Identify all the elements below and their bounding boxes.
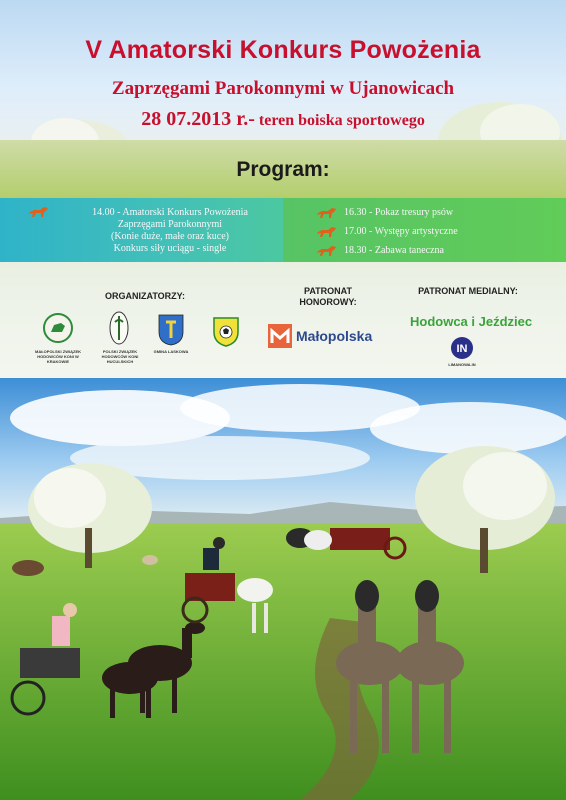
title-line1: V Amatorski Konkurs Powożenia (85, 36, 481, 64)
program-left-item: Konkurs siły uciągu - single (113, 243, 227, 254)
photo-panel (0, 378, 566, 800)
horse-icon (316, 207, 338, 219)
horse-icon (28, 206, 50, 218)
malopolska-name: Małopolska (296, 328, 373, 344)
program-right-list (344, 207, 554, 264)
media-patron-heading: PATRONAT MEDIALNY: (418, 286, 518, 296)
program-left-list (60, 207, 280, 255)
program-heading: Program: (236, 158, 330, 181)
program-left-item: (Konie duże, małe oraz kuce) (111, 231, 229, 242)
program-left-item: 14.00 - Amatorski Konkurs Powożenia (92, 207, 248, 218)
honorary-patron-heading: PATRONAT HONOROWY: (299, 286, 357, 307)
malopolska-emblem-icon (268, 324, 292, 348)
title-date-line (0, 108, 566, 131)
limanowa-in-caption: LIMANOWA.IN (448, 362, 476, 367)
gmina-laskowa-crest (158, 314, 184, 346)
malopolska-logo (268, 322, 392, 350)
organizer-caption-1: MAŁOPOLSKI ZWIĄZEK HODOWCÓW KONI W KRAKOWIE (35, 349, 81, 364)
hodowca-i-jezdziec-logo: Hodowca i Jeździec (410, 314, 533, 329)
sports-club-crest (212, 316, 240, 348)
organizer-caption-3: GMINA LASKOWA (153, 349, 189, 354)
horse-icon (316, 226, 338, 238)
program-left-item: Zaprzęgami Parokonnymi (117, 219, 223, 230)
program-right-item: 18.30 - Zabawa taneczna (344, 245, 444, 256)
mzhk-logo (42, 312, 74, 344)
carriage-photo (0, 378, 566, 800)
svg-text:IN: IN (456, 343, 468, 355)
poster-top (0, 0, 566, 378)
organizer-caption-2: POLSKI ZWIĄZEK HODOWCÓW KONI HUCULSKICH (101, 349, 139, 364)
title-line2: Zaprzęgami Parokonnymi w Ujanowicach (111, 78, 455, 99)
horse-icon (316, 245, 338, 257)
event-place: teren boiska sportowego (254, 112, 425, 129)
organizers-heading: ORGANIZATORZY: (105, 291, 185, 301)
event-date: 28 07.2013 r.- (141, 108, 255, 130)
pzhkh-logo (108, 310, 130, 346)
program-right-item: 17.00 - Występy artystyczne (344, 226, 458, 237)
program-right-item: 16.30 - Pokaz tresury psów (344, 207, 454, 218)
limanowa-in-logo (450, 336, 474, 360)
